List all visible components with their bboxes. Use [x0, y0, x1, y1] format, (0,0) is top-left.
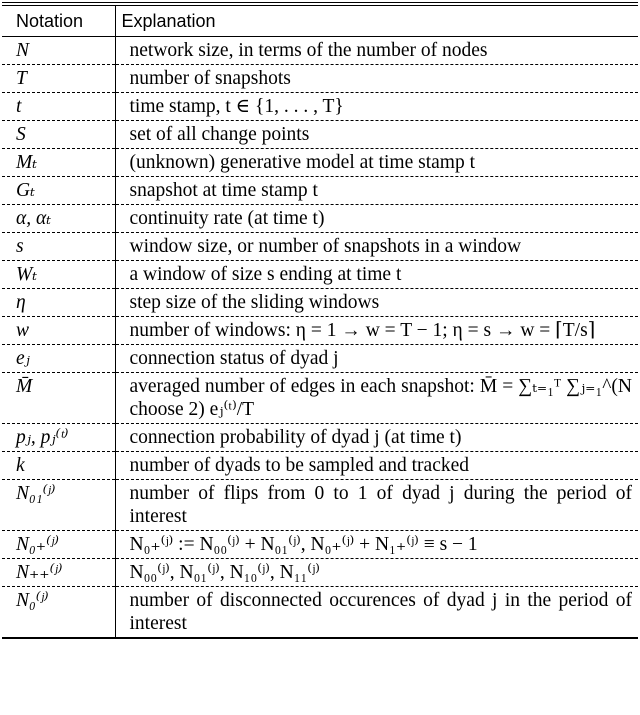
- table-row: [2, 205, 638, 233]
- notation-explanation: number of snapshots: [129, 68, 291, 89]
- notation-explanation: number of dyads to be sampled and tracked: [129, 455, 470, 476]
- table-row: [2, 452, 638, 480]
- notation-explanation: network size, in terms of the number of nodes: [129, 40, 488, 61]
- notation-symbol: T: [2, 65, 115, 93]
- table-row: [2, 587, 638, 639]
- table-row: [2, 37, 638, 65]
- notation-explanation: averaged number of edges in each snapshot: M̄ = ∑ₜ₌₁ᵀ ∑ⱼ₌₁^(N choose 2) eⱼ⁽ᵗ⁾/T: [129, 376, 632, 420]
- table-row: [2, 559, 638, 587]
- notation-symbol: pⱼ, pⱼ⁽ᵗ⁾: [2, 424, 115, 452]
- notation-explanation: window size, or number of snapshots in a window: [129, 236, 522, 257]
- table-row: [2, 289, 638, 317]
- table-row: [2, 261, 638, 289]
- table-row: [2, 149, 638, 177]
- table-row: [2, 424, 638, 452]
- notation-symbol: N₊₊⁽ʲ⁾: [2, 559, 115, 587]
- table-row: [2, 531, 638, 559]
- notation-symbol: t: [2, 93, 115, 121]
- notation-symbol: s: [2, 233, 115, 261]
- notation-explanation: (unknown) generative model at time stamp t: [129, 152, 475, 173]
- table-row: [2, 233, 638, 261]
- table-row: [2, 480, 638, 531]
- notation-explanation: step size of the sliding windows: [129, 292, 380, 313]
- table-row: [2, 345, 638, 373]
- table-row: [2, 65, 638, 93]
- notation-symbol: M̄: [2, 373, 115, 424]
- header-row: [2, 4, 638, 37]
- notation-symbol: eⱼ: [2, 345, 115, 373]
- notation-symbol: η: [2, 289, 115, 317]
- notation-explanation: number of disconnected occurences of dyad j in the period of interest: [129, 590, 632, 634]
- notation-explanation: number of flips from 0 to 1 of dyad j during the period of interest: [129, 483, 632, 527]
- notation-explanation: connection probability of dyad j (at time t): [129, 427, 462, 448]
- notation-symbol: N: [2, 37, 115, 65]
- notation-symbol: Gₜ: [2, 177, 115, 205]
- table-row: [2, 121, 638, 149]
- notation-table: [2, 2, 638, 639]
- notation-explanation: time stamp, t ∈ {1, . . . , T}: [129, 96, 344, 117]
- table-body: [2, 37, 638, 639]
- notation-symbol: N₀₊⁽ʲ⁾: [2, 531, 115, 559]
- notation-symbol: Wₜ: [2, 261, 115, 289]
- table-row: [2, 177, 638, 205]
- notation-explanation: N₀₀⁽ʲ⁾, N₀₁⁽ʲ⁾, N₁₀⁽ʲ⁾, N₁₁⁽ʲ⁾: [129, 562, 320, 583]
- notation-symbol: N₀⁽ʲ⁾: [2, 587, 115, 639]
- table-row: [2, 317, 638, 345]
- notation-explanation: a window of size s ending at time t: [129, 264, 402, 285]
- table-row: [2, 93, 638, 121]
- header-notation: Notation: [2, 4, 115, 37]
- notation-symbol: w: [2, 317, 115, 345]
- notation-symbol: k: [2, 452, 115, 480]
- table-row: [2, 373, 638, 424]
- notation-symbol: S: [2, 121, 115, 149]
- notation-explanation: connection status of dyad j: [129, 348, 339, 369]
- header-explanation: Explanation: [121, 11, 216, 31]
- notation-explanation: number of windows: η = 1 → w = T − 1; η = s → w = ⌈T/s⌉: [129, 320, 596, 341]
- notation-explanation: snapshot at time stamp t: [129, 180, 318, 201]
- notation-symbol: Mₜ: [2, 149, 115, 177]
- notation-symbol: N₀₁⁽ʲ⁾: [2, 480, 115, 531]
- notation-explanation: N₀₊⁽ʲ⁾ := N₀₀⁽ʲ⁾ + N₀₁⁽ʲ⁾, N₀₊⁽ʲ⁾ + N₁₊⁽ʲ⁾ ≡ s − 1: [129, 534, 478, 555]
- notation-explanation: set of all change points: [129, 124, 310, 145]
- notation-explanation: continuity rate (at time t): [129, 208, 325, 229]
- notation-symbol: α, αₜ: [2, 205, 115, 233]
